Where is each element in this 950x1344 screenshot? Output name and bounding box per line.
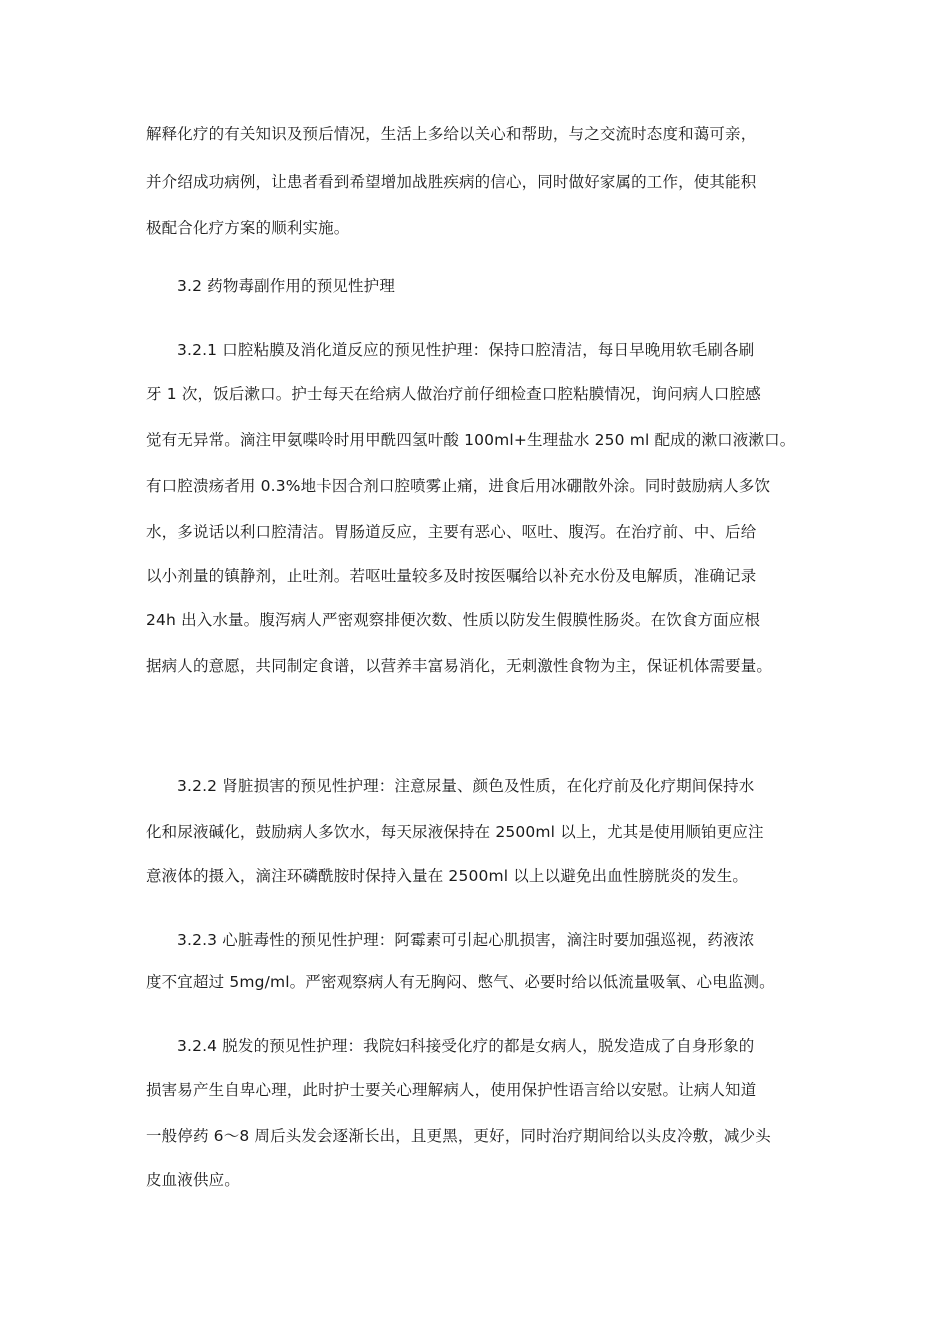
text-line: 据病人的意愿，共同制定食谱，以营养丰富易消化，无刺激性食物为主，保证机体需要量。 <box>146 657 773 675</box>
text-line: 有口腔溃疡者用 0.3%地卡因合剂口腔喷雾止痛，进食后用冰硼散外涂。同时鼓励病人多饮 <box>146 477 771 495</box>
text-line: 化和尿液碱化，鼓励病人多饮水，每天尿液保持在 2500ml 以上，尤其是使用顺铂更应注 <box>146 823 764 841</box>
text-line: 度不宜超过 5mg/ml。严密观察病人有无胸闷、憋气、必要时给以低流量吸氧、心电监测。 <box>146 973 775 991</box>
text-line: 损害易产生自卑心理，此时护士要关心理解病人，使用保护性语言给以安慰。让病人知道 <box>146 1081 757 1099</box>
text-line: 3.2.1 口腔粘膜及消化道反应的预见性护理：保持口腔清洁，每日早晚用软毛刷各刷 <box>177 341 755 359</box>
text-line: 3.2.4 脱发的预见性护理：我院妇科接受化疗的都是女病人，脱发造成了自身形象的 <box>177 1037 755 1055</box>
text-line: 意液体的摄入，滴注环磷酰胺时保持入量在 2500ml 以上以避免出血性膀胱炎的发生。 <box>146 867 749 885</box>
text-line: 3.2.2 肾脏损害的预见性护理：注意尿量、颜色及性质，在化疗前及化疗期间保持水 <box>177 777 755 795</box>
text-line: 觉有无异常。滴注甲氨喋呤时用甲酰四氢叶酸 100ml+生理盐水 250 ml 配成的漱口液漱口。 <box>146 431 796 449</box>
section-heading: 3.2 药物毒副作用的预见性护理 <box>177 277 395 295</box>
text-line: 24h 出入水量。腹泻病人严密观察排便次数、性质以防发生假膜性肠炎。在饮食方面应根 <box>146 611 761 629</box>
text-line: 并介绍成功病例，让患者看到希望增加战胜疾病的信心，同时做好家属的工作，使其能积 <box>146 173 757 191</box>
text-line: 3.2.3 心脏毒性的预见性护理：阿霉素可引起心肌损害，滴注时要加强巡视，药液浓 <box>177 931 755 949</box>
text-line: 皮血液供应。 <box>146 1171 240 1189</box>
text-line: 水，多说话以利口腔清洁。胃肠道反应，主要有恶心、呕吐、腹泻。在治疗前、中、后给 <box>146 523 757 541</box>
text-line: 以小剂量的镇静剂，止吐剂。若呕吐量较多及时按医嘱给以补充水份及电解质，准确记录 <box>146 567 757 585</box>
text-line: 极配合化疗方案的顺利实施。 <box>146 219 350 237</box>
text-line: 一般停药 6～8 周后头发会逐渐长出，且更黑，更好，同时治疗期间给以头皮冷敷，减少头 <box>146 1127 771 1145</box>
text-line: 解释化疗的有关知识及预后情况，生活上多给以关心和帮助，与之交流时态度和蔼可亲， <box>146 125 757 143</box>
text-line: 牙 1 次，饭后漱口。护士每天在给病人做治疗前仔细检查口腔粘膜情况，询问病人口腔感 <box>146 385 761 403</box>
